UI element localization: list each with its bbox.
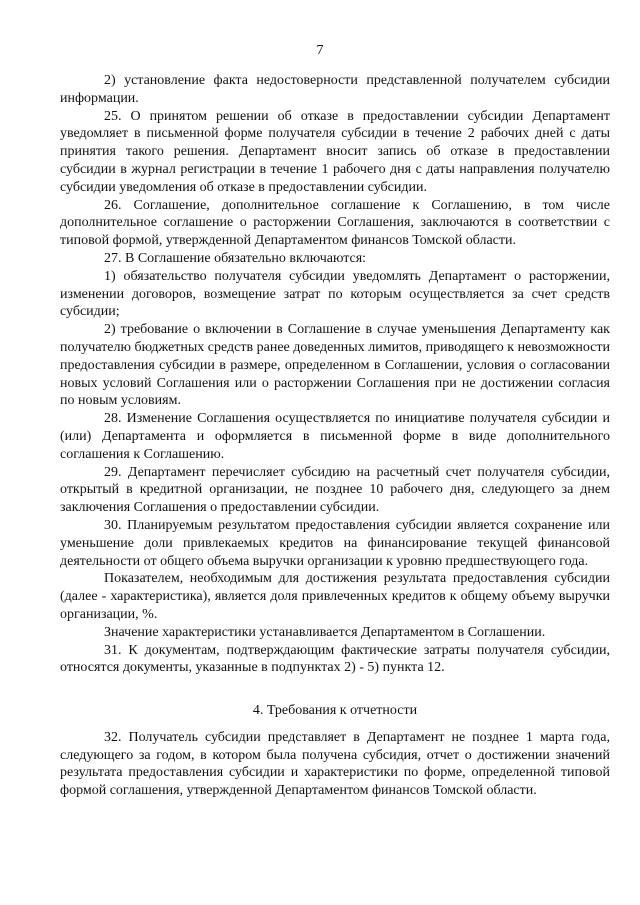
page-content <box>60 72 610 800</box>
paragraph-26: 26. Соглашение, дополнительное соглашение к Соглашению, в том числе дополнительное соглашение о расторжении Соглашения, заключаются в соответствии с типовой формой, утвержденной Департаментом финансов Томской области. <box>60 197 610 249</box>
page-number: 7 <box>316 43 324 58</box>
paragraph-31: 31. К документам, подтверждающим фактические затраты получателя субсидии, относятся документы, указанные в подпунктах 2) - 5) пункта 12. <box>60 642 610 676</box>
paragraph-29: 29. Департамент перечисляет субсидию на расчетный счет получателя субсидии, открытый в кредитной организации, не позднее 10 рабочего дня, следующего за днем заключения Соглашения о предоставлении субсидии. <box>60 464 610 516</box>
paragraph-27: 27. В Соглашение обязательно включаются: <box>104 250 367 266</box>
paragraph-32: 32. Получатель субсидии представляет в Департамент не позднее 1 марта года, следующего за годом, в котором была получена субсидия, отчет о достижении значений результата предоставления субсидии и характеристики по форме, определенной типовой формой соглашения, утвержденной Департаментом финансов Томской области. <box>60 729 610 799</box>
paragraph-25: 25. О принятом решении об отказе в предоставлении субсидии Департамент уведомляет в письменной форме получателя субсидии в течение 2 рабочих дней с даты принятия такого решения. Департамент вносит запись об отказе в предоставлении субсидии в журнал регистрации в течение 1 рабочего дня с даты направления получателю субсидии уведомления об отказе в предоставлении субсидии. <box>60 108 610 195</box>
paragraph-30-indicator: Показателем, необходимым для достижения результата предоставления субсидии (далее - характеристика), является доля привлеченных кредитов к общему объему выручки организации, %. <box>60 571 610 622</box>
paragraph-27-item-1: 1) обязательство получателя субсидии уведомлять Департамент о расторжении, изменении договоров, возмещение затрат по которым осуществляется за счет средств субсидии; <box>60 268 610 320</box>
paragraph-28: 28. Изменение Соглашения осуществляется по инициативе получателя субсидии и (или) Департамента и оформляется в письменной форме в виде дополнительного соглашения к Соглашению. <box>60 411 610 462</box>
paragraph-item-2-conclusion: 2) установление факта недостоверности представленной получателем субсидии информации. <box>60 73 610 106</box>
paragraph-30-value: Значение характеристики устанавливается Департаментом в Соглашении. <box>104 624 546 640</box>
paragraph-27-item-2: 2) требование о включении в Соглашение в случае уменьшения Департаменту как получателю бюджетных средств ранее доведенных лимитов, приводящего к невозможности предоставления субсидии в размере, определенном в Соглашении, условия о согласовании новых условий Соглашения или о расторжении Соглашения при не достижении согласия по новым условиям. <box>60 322 610 409</box>
section-heading: 4. Требования к отчетности <box>252 703 418 719</box>
paragraph-30: 30. Планируемым результатом предоставления субсидии является сохранение или уменьшение доли привлекаемых кредитов на финансирование текущей финансовой деятельности от общего объема выручки организации к уровню предшествующего года. <box>60 517 610 569</box>
